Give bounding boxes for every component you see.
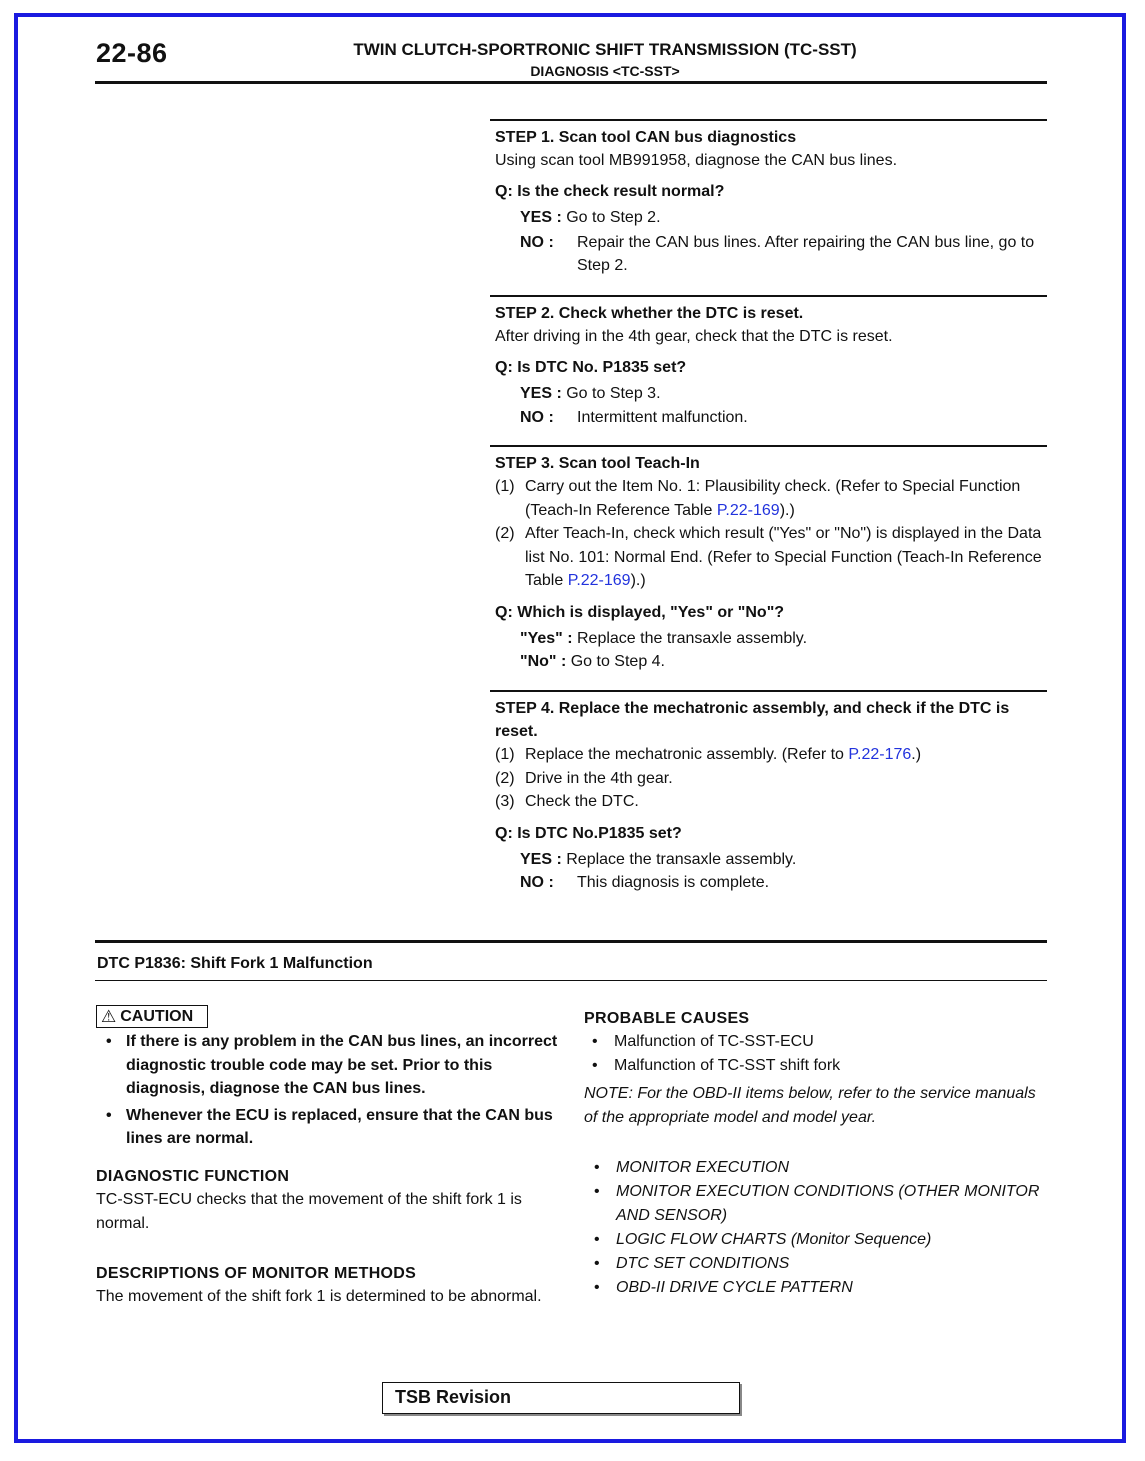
- answer-yes: [495, 206, 1047, 230]
- tsb-revision-box: TSB Revision: [382, 1382, 740, 1414]
- page-reference-link[interactable]: P.22-176: [848, 746, 912, 763]
- answer-no: [495, 231, 1047, 278]
- item-text: Drive in the 4th gear.: [525, 769, 673, 787]
- cause-text: Malfunction of TC-SST-ECU: [614, 1033, 814, 1050]
- step-3: [490, 445, 1047, 690]
- answer-no: [495, 650, 1047, 674]
- item-text: [525, 475, 1047, 522]
- bullet-icon: •: [594, 1159, 600, 1176]
- step-item: [495, 522, 1047, 593]
- answer-key: "No" :: [520, 653, 571, 670]
- item-text-end: ).): [630, 572, 646, 589]
- bullet-icon: •: [594, 1183, 600, 1200]
- item-text-body: After Teach-In, check which result ("Yes" or "No") is displayed in the Data list No. 101: Normal End. (Refer to Special Function (Teach-In Reference Table: [525, 525, 1042, 589]
- step-4: [490, 690, 1047, 895]
- answer-no: [495, 406, 1047, 430]
- item-number: (2): [495, 769, 515, 787]
- step-item: [495, 790, 1047, 814]
- obd-item-text: LOGIC FLOW CHARTS (Monitor Sequence): [616, 1231, 932, 1248]
- item-number: (3): [495, 793, 515, 810]
- step-title: STEP 1. Scan tool CAN bus diagnostics: [495, 129, 797, 146]
- step-question: Q: Is DTC No. P1835 set?: [495, 359, 687, 376]
- step-body: Using scan tool MB991958, diagnose the CAN bus lines.: [495, 152, 898, 169]
- answer-value: Replace the transaxle assembly.: [576, 629, 808, 647]
- obd-item-text: MONITOR EXECUTION CONDITIONS (OTHER MONITOR AND SENSOR): [616, 1183, 1040, 1224]
- step-item: [495, 475, 1047, 522]
- answer-key: YES :: [520, 850, 567, 868]
- step-item: [495, 743, 1047, 767]
- caution-text: Whenever the ECU is replaced, ensure that the CAN bus lines are normal.: [126, 1106, 553, 1147]
- step-body: After driving in the 4th gear, check that the DTC is reset.: [495, 328, 893, 345]
- page-title: TWIN CLUTCH-SPORTRONIC SHIFT TRANSMISSION (TC-SST): [353, 40, 857, 59]
- item-number: (1): [495, 478, 515, 495]
- section-rule-thin: [95, 980, 1047, 981]
- item-text: [525, 743, 1047, 767]
- dtc-title: DTC P1836: Shift Fork 1 Malfunction: [97, 955, 373, 972]
- caution-label: CAUTION: [120, 1007, 194, 1025]
- item-text-body: Replace the mechatronic assembly. (Refer to: [525, 746, 849, 763]
- cause-item: [584, 1054, 1047, 1078]
- answer-value: Go to Step 2.: [566, 209, 661, 226]
- obd-item: [584, 1276, 1047, 1300]
- obd-item-text: MONITOR EXECUTION: [616, 1159, 790, 1176]
- monitor-methods-text: The movement of the shift fork 1 is determined to be abnormal.: [96, 1287, 542, 1305]
- item-text-body: Carry out the Item No. 1: Plausibility check. (Refer to Special Function (Teach-In Reference Table: [525, 478, 1021, 519]
- diagnostic-function-text: TC-SST-ECU checks that the movement of the shift fork 1 is normal.: [96, 1190, 522, 1232]
- bullet-icon: •: [594, 1231, 600, 1248]
- page-reference-link[interactable]: P.22-169: [716, 501, 780, 519]
- item-text: Check the DTC.: [525, 793, 639, 810]
- obd-item-text: DTC SET CONDITIONS: [616, 1255, 790, 1272]
- bullet-icon: •: [592, 1033, 598, 1050]
- step-title: STEP 2. Check whether the DTC is reset.: [495, 305, 804, 322]
- item-number: (2): [495, 525, 515, 542]
- answer-value: This diagnosis is complete.: [577, 874, 770, 891]
- obd-item: [584, 1180, 1047, 1228]
- step-question: Q: Which is displayed, "Yes" or "No"?: [495, 603, 785, 621]
- answer-value: Intermittent malfunction.: [577, 408, 748, 426]
- answer-key: NO :: [520, 874, 559, 891]
- warning-triangle-icon: ⚠: [101, 1006, 117, 1026]
- caution-item: [96, 1104, 558, 1151]
- item-text-end: ).): [779, 501, 795, 519]
- item-text: [525, 522, 1047, 593]
- answer-value: Replace the transaxle assembly.: [566, 850, 797, 868]
- answer-yes: [495, 382, 1047, 406]
- answer-value: Go to Step 3.: [566, 385, 661, 402]
- step-item: [495, 767, 1047, 791]
- obd-item-text: OBD-II DRIVE CYCLE PATTERN: [616, 1279, 853, 1296]
- answer-yes: [495, 627, 1047, 651]
- monitor-methods-heading: DESCRIPTIONS OF MONITOR METHODS: [96, 1264, 417, 1282]
- right-column: [584, 1007, 1047, 1300]
- answer-value: Repair the CAN bus lines. After repairing the CAN bus line, go to Step 2.: [577, 233, 1035, 274]
- step-title: STEP 4. Replace the mechatronic assembly, and check if the DTC is reset.: [495, 700, 1010, 740]
- caution-item: [96, 1030, 558, 1101]
- page-reference-link[interactable]: P.22-169: [567, 572, 631, 589]
- step-question: Q: Is DTC No.P1835 set?: [495, 824, 682, 842]
- answer-key: YES :: [520, 209, 567, 226]
- answer-no: [495, 871, 1047, 895]
- caution-text: If there is any problem in the CAN bus lines, an incorrect diagnostic trouble code may be set. Prior to this diagnosis, diagnose the CAN bus lines.: [126, 1033, 558, 1097]
- left-column: [96, 1005, 558, 1309]
- obd-item: [584, 1156, 1047, 1180]
- probable-causes-heading: PROBABLE CAUSES: [584, 1010, 750, 1027]
- answer-key: NO :: [520, 233, 559, 251]
- section-rule: [95, 940, 1047, 943]
- page-number: 22-86: [96, 38, 168, 68]
- answer-key: NO :: [520, 408, 559, 426]
- item-number: (1): [495, 746, 515, 763]
- diagnostic-function-heading: DIAGNOSTIC FUNCTION: [96, 1167, 290, 1185]
- bullet-icon: •: [594, 1279, 600, 1296]
- cause-text: Malfunction of TC-SST shift fork: [614, 1057, 841, 1074]
- answer-key: "Yes" :: [520, 629, 577, 647]
- step-1: [490, 119, 1047, 295]
- obd-item: [584, 1228, 1047, 1252]
- bullet-icon: •: [594, 1255, 600, 1272]
- step-2: [490, 295, 1047, 445]
- diagnostic-steps: [490, 119, 1047, 895]
- bullet-icon: •: [592, 1057, 598, 1074]
- page-subtitle: DIAGNOSIS <TC-SST>: [530, 63, 680, 79]
- bullet-icon: •: [106, 1106, 112, 1124]
- header-rule: [95, 81, 1047, 84]
- answer-key: YES :: [520, 385, 567, 402]
- caution-box: [96, 1005, 208, 1028]
- answer-yes: [495, 848, 1047, 872]
- obd-item: [584, 1252, 1047, 1276]
- answer-value: Go to Step 4.: [570, 653, 665, 670]
- step-title: STEP 3. Scan tool Teach-In: [495, 455, 700, 472]
- bullet-icon: •: [106, 1033, 112, 1050]
- item-text-end: .): [911, 746, 922, 763]
- obd-note: NOTE: For the OBD-II items below, refer to the service manuals of the appropriate model and model year.: [584, 1085, 1036, 1126]
- step-question: Q: Is the check result normal?: [495, 183, 725, 200]
- cause-item: [584, 1030, 1047, 1054]
